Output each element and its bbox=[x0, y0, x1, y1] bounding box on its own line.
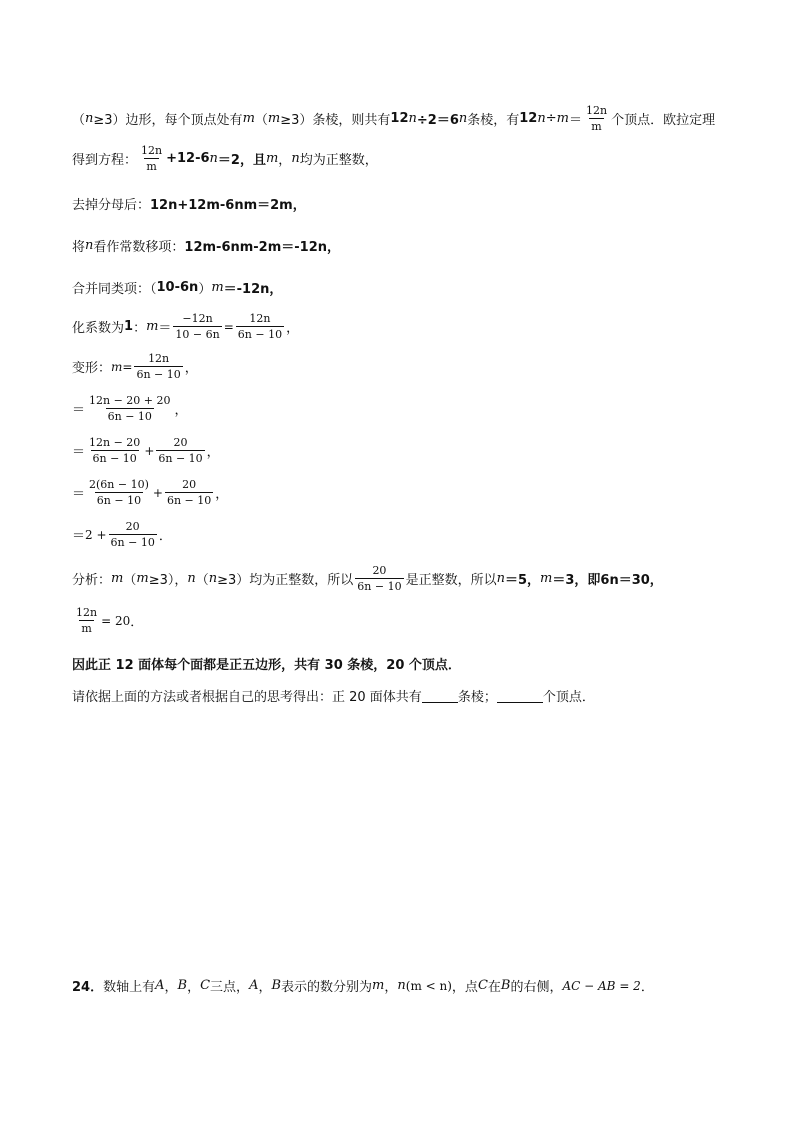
question-24: 24． 数轴上有 A ， B ， C 三点， A ， B 表示的数分别为 m ， n (m < n) ，点 C 在 B 的右侧， AC − AB = 2 ． bbox=[72, 978, 654, 995]
fraction: $\frac{-12n}{10 - 6n}$ bbox=[175, 312, 220, 341]
text-line-4: 将 n 看作常数移项： 12m-6nm-2m＝-12n， bbox=[72, 238, 341, 255]
question-number: 24． bbox=[72, 980, 104, 995]
text-line-2: 得到方程： $\frac{12n}{m}$ +12-6 n ＝2，且 m ， n 均为正整数， bbox=[72, 144, 378, 173]
text-line-11: ＝ 2 + $\frac{20}{6n - 10}$ ． bbox=[72, 520, 172, 549]
text-line-12: 分析： m （ m ≥3）， n （ n ≥3）均为正整数，所以 $\frac{20}{6n - 10}$ 是正整数，所以 n ＝5， m ＝3，即 6n＝30， bbox=[72, 564, 663, 593]
fraction: $\frac{12n - 20 + 20}{6n - 10}$ bbox=[89, 394, 171, 423]
text-line-3: 去掉分母后： 12n+12m-6nm＝2m， bbox=[72, 198, 306, 213]
fraction: $\frac{2(6n - 10)}{6n - 10}$ bbox=[89, 478, 149, 507]
fraction: $\frac{12n}{m}$ bbox=[585, 104, 608, 133]
text-line-9: ＝ $\frac{12n - 20}{6n - 10}$ + $\frac{20}{6n - 10}$ ， bbox=[72, 436, 220, 465]
text-line-14: 因此正 12 面体每个面都是正五边形，共有 30 条棱，20 个顶点． bbox=[72, 658, 461, 673]
fraction: $\frac{20}{6n - 10}$ bbox=[110, 520, 155, 549]
text-line-13: $\frac{12n}{m}$ = 20 ． bbox=[76, 606, 144, 635]
fraction: $\frac{12n}{6n - 10}$ bbox=[237, 312, 283, 341]
fraction: $\frac{12n}{m}$ bbox=[76, 606, 98, 635]
text-line-7: 变形： m = $\frac{12n}{6n - 10}$ ， bbox=[72, 352, 198, 381]
text-line-10: ＝ $\frac{2(6n - 10)}{6n - 10}$ + $\frac{20}{6n - 10}$ ， bbox=[72, 478, 229, 507]
fraction: $\frac{20}{6n - 10}$ bbox=[357, 564, 402, 593]
text-line-5: 合并同类项：（ 10-6n ） m ＝-12n， bbox=[72, 280, 283, 297]
fraction: $\frac{12n}{6n - 10}$ bbox=[136, 352, 181, 381]
fraction: $\frac{20}{6n - 10}$ bbox=[166, 478, 212, 507]
text-line-15: 请依据上面的方法或者根据自己的思考得出：正 20 面体共有 条棱； 个顶点． bbox=[72, 690, 595, 705]
text-line-1: （ n ≥3）边形，每个顶点处有 m （ m ≥3）条棱，则共有 12 n ÷2＝6 n 条棱，有 12 n ÷ m ＝ $\frac{12n}{m}$ 个顶点．欧拉定理 bbox=[72, 104, 716, 133]
answer-blank-vertices[interactable] bbox=[497, 688, 543, 703]
text-line-6: 化系数为 1 ： m ＝ $\frac{-12n}{10 - 6n}$ = $\frac{12n}{6n - 10}$ ， bbox=[72, 312, 300, 341]
text-line-8: ＝ $\frac{12n - 20 + 20}{6n - 10}$ ， bbox=[72, 394, 188, 423]
fraction: $\frac{12n - 20}{6n - 10}$ bbox=[89, 436, 141, 465]
answer-blank-edges[interactable] bbox=[422, 688, 458, 703]
fraction: $\frac{12n}{m}$ bbox=[141, 144, 163, 173]
fraction: $\frac{20}{6n - 10}$ bbox=[158, 436, 203, 465]
